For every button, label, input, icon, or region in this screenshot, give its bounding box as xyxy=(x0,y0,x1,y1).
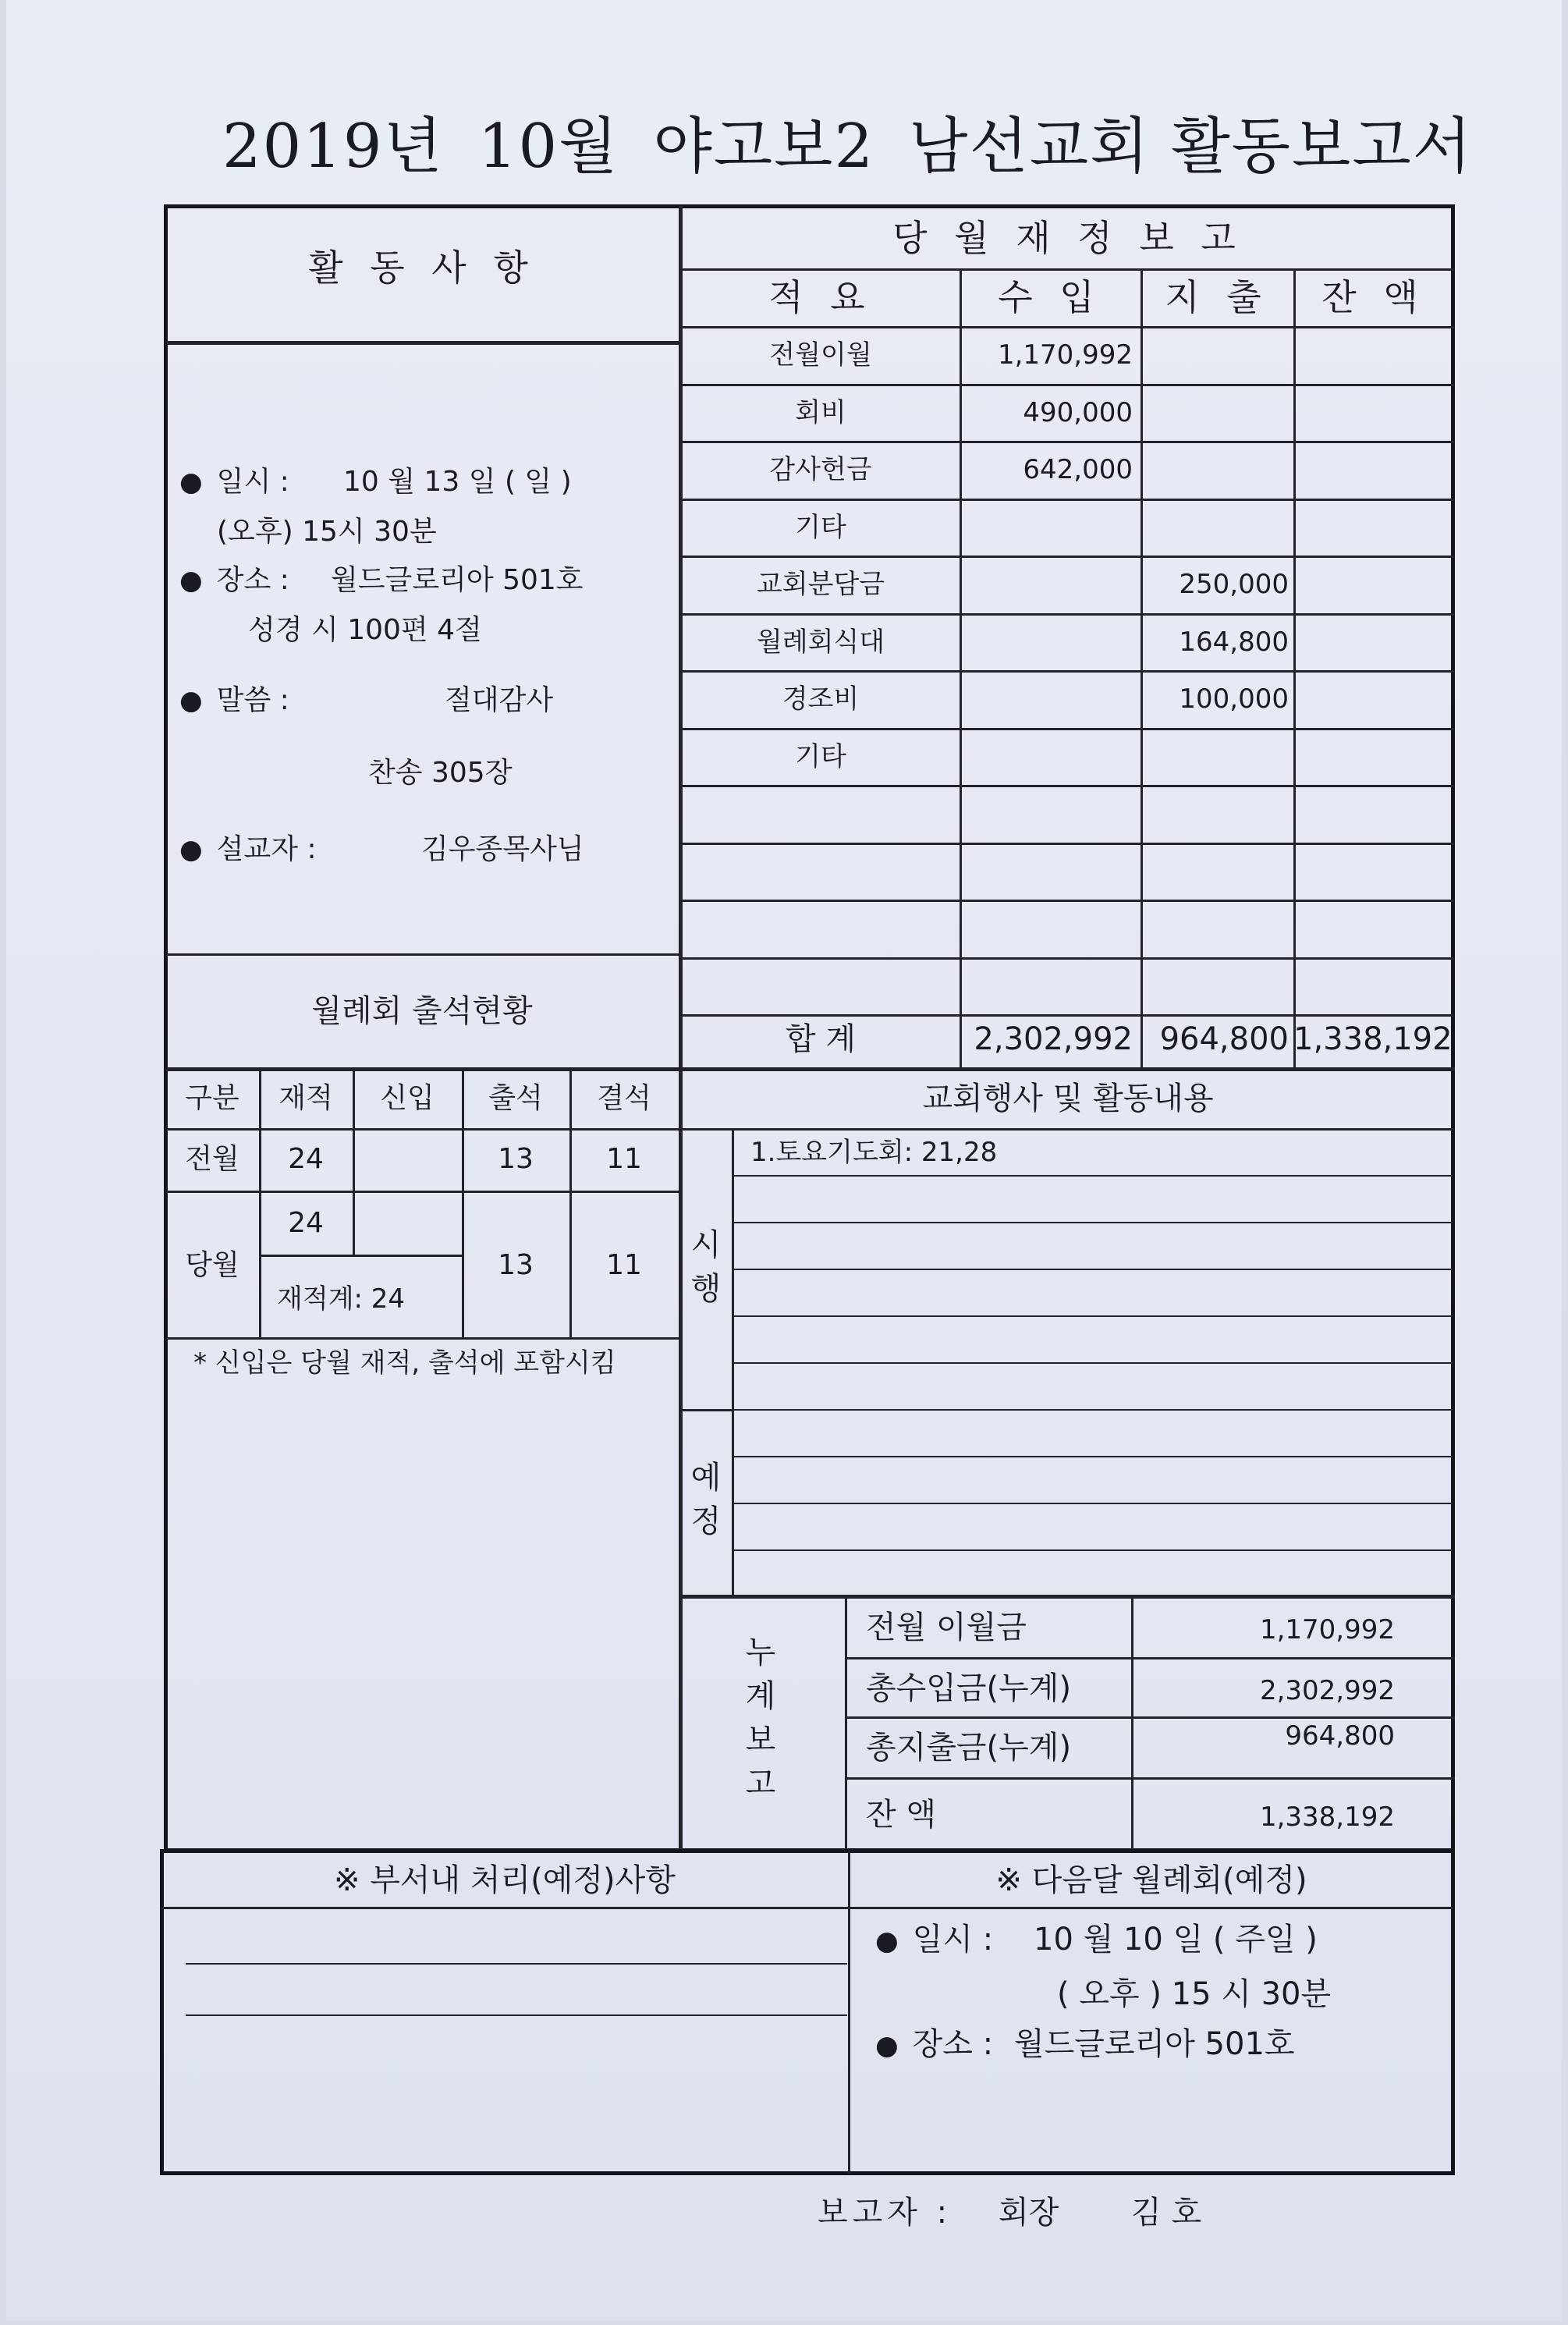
finance-row-item: 교회분담금 xyxy=(756,569,885,600)
dept-header: ※ 부서내 처리(예정)사항 xyxy=(334,1862,676,1898)
events-header-line xyxy=(682,1128,1454,1131)
activity-date-label: ● 일시 : xyxy=(179,468,289,496)
dept-writing-line xyxy=(186,1963,847,1965)
activity-place-value: 월드글로리아 501호 xyxy=(331,564,584,596)
finance-col-item: 적 요 xyxy=(768,276,873,318)
finance-row-line xyxy=(682,728,1454,730)
attendance-col-present: 출석 xyxy=(488,1082,543,1114)
finance-col-balance: 잔 액 xyxy=(1321,276,1426,318)
attendance-prev-present: 13 xyxy=(498,1143,534,1175)
cumulative-row-value: 1,170,992 xyxy=(1259,1614,1395,1645)
events-header: 교회행사 및 활동내용 xyxy=(922,1081,1214,1116)
finance-colhead-line xyxy=(682,326,1454,328)
cumulative-label: 누계보고 xyxy=(745,1635,776,1801)
cumulative-row-label: 총지출금(누계) xyxy=(866,1730,1072,1766)
next-meeting-place-value: 월드글로리아 501호 xyxy=(1014,2026,1295,2062)
finance-col-expense: 지 출 xyxy=(1165,276,1269,318)
bottom-header-line xyxy=(161,1907,1453,1909)
events-writing-line xyxy=(733,1222,1453,1223)
finance-row-income: 490,000 xyxy=(1023,397,1133,428)
events-writing-line xyxy=(733,1315,1453,1317)
attendance-prev-absent: 11 xyxy=(606,1143,642,1175)
cumulative-row-value: 1,338,192 xyxy=(1259,1801,1395,1833)
events-writing-line xyxy=(733,1409,1453,1411)
events-done-label: 시행 xyxy=(690,1227,722,1307)
dept-writing-line xyxy=(186,2014,847,2016)
attendance-curr-present: 13 xyxy=(498,1249,534,1281)
finance-row-item: 기타 xyxy=(795,512,846,543)
finance-row-line xyxy=(682,613,1454,616)
events-writing-line xyxy=(733,1175,1453,1177)
attendance-row-line xyxy=(259,1255,462,1257)
next-meeting-time-value: ( 오후 ) 15 시 30분 xyxy=(1057,1976,1332,2012)
cumulative-row-line xyxy=(845,1716,1455,1719)
finance-row-line xyxy=(682,441,1454,443)
activity-preacher-label: ● 설교자 : xyxy=(179,836,317,864)
finance-row-line xyxy=(682,384,1454,386)
reporter-label: 보고자 : xyxy=(818,2195,953,2231)
cumulative-row-label: 전월 이월금 xyxy=(866,1610,1027,1645)
events-planned-label: 예정 xyxy=(690,1460,722,1539)
mid-horizontal-line xyxy=(165,1067,1455,1071)
attendance-col-enrolled: 재적 xyxy=(278,1082,333,1114)
activity-time-value: (오후) 15시 30분 xyxy=(217,516,437,548)
cumulative-row-line xyxy=(845,1777,1455,1780)
activity-preacher-value: 김우종목사님 xyxy=(421,833,584,865)
activity-header-line xyxy=(165,341,680,345)
attendance-curr-label: 당월 xyxy=(185,1249,239,1281)
bottom-divider xyxy=(848,1851,850,2174)
activity-date-value: 10 월 13 일 ( 일 ) xyxy=(343,466,572,498)
next-meeting-place-label: ● 장소 : xyxy=(875,2029,993,2060)
attendance-col-category: 구분 xyxy=(185,1082,239,1114)
finance-row-line xyxy=(682,499,1454,501)
cumulative-row-label: 총수입금(누계) xyxy=(866,1670,1072,1706)
attendance-prev-enrolled: 24 xyxy=(288,1143,324,1175)
finance-row-income: 642,000 xyxy=(1023,454,1133,485)
title-district: 야고보2 xyxy=(653,112,875,182)
activity-sermon-value: 절대감사 xyxy=(445,684,554,716)
finance-row-line xyxy=(682,670,1454,673)
finance-row-item: 월례회식대 xyxy=(756,627,885,658)
events-writing-line xyxy=(733,1503,1453,1504)
finance-row-expense: 250,000 xyxy=(1179,569,1289,600)
cumulative-row-line xyxy=(845,1657,1455,1659)
title-org: 남선교회 활동보고서 xyxy=(909,112,1474,182)
finance-row-item: 전월이월 xyxy=(769,339,872,371)
finance-col-line xyxy=(1293,268,1296,1069)
attendance-note: * 신입은 당월 재적, 출석에 포함시킴 xyxy=(193,1347,616,1379)
events-writing-line xyxy=(733,1362,1453,1364)
attendance-header: 월례회 출석현황 xyxy=(311,993,533,1029)
finance-row-item: 회비 xyxy=(795,397,846,428)
attendance-curr-total: 재적계: 24 xyxy=(277,1283,406,1315)
title-year: 2019년 xyxy=(222,112,444,182)
finance-col-income: 수 입 xyxy=(998,276,1102,318)
next-meeting-header: ※ 다음달 월례회(예정) xyxy=(995,1862,1307,1898)
activity-scripture: 성경 시 100편 4절 xyxy=(248,614,482,646)
events-writing-line xyxy=(733,1549,1453,1551)
finance-row-line xyxy=(682,957,1454,960)
finance-col-line xyxy=(1141,268,1143,1069)
next-meeting-date-label: ● 일시 : xyxy=(875,1924,993,1955)
finance-total-income: 2,302,992 xyxy=(974,1021,1133,1057)
finance-row-expense: 164,800 xyxy=(1179,627,1289,658)
finance-row-item: 기타 xyxy=(795,741,846,772)
attendance-row-line xyxy=(165,1191,680,1193)
finance-total-label: 합 계 xyxy=(786,1021,856,1057)
events-section-line xyxy=(682,1409,733,1411)
events-done-item-1: 1.토요기도회: 21,28 xyxy=(750,1137,998,1168)
finance-col-line xyxy=(960,268,962,1069)
activity-hymn: 찬송 305장 xyxy=(368,757,513,789)
cumulative-row-value: 2,302,992 xyxy=(1259,1675,1395,1706)
attendance-header-top-line xyxy=(165,953,680,956)
attendance-prev-label: 전월 xyxy=(185,1143,239,1175)
finance-row-line xyxy=(682,556,1454,558)
middle-vertical-line xyxy=(679,1069,683,1849)
attendance-col-new: 신입 xyxy=(380,1082,435,1114)
finance-header-line xyxy=(682,268,1454,271)
cumulative-col-line xyxy=(1131,1596,1133,1849)
finance-row-income: 1,170,992 xyxy=(997,339,1133,371)
next-meeting-date-value: 10 월 10 일 ( 주일 ) xyxy=(1034,1922,1318,1958)
cumulative-top-line xyxy=(680,1595,1455,1599)
finance-row-item: 경조비 xyxy=(782,683,860,715)
attendance-curr-absent: 11 xyxy=(606,1249,642,1281)
finance-row-line xyxy=(682,785,1454,787)
title-month: 10월 xyxy=(477,112,619,182)
events-writing-line xyxy=(733,1269,1453,1270)
events-label-col-line xyxy=(732,1128,734,1595)
attendance-row-line xyxy=(165,1128,680,1131)
activity-place-label: ● 장소 : xyxy=(179,566,289,595)
cumulative-col-line xyxy=(845,1596,847,1849)
events-writing-line xyxy=(733,1456,1453,1457)
finance-row-expense: 100,000 xyxy=(1179,683,1289,715)
finance-header: 당 월 재 정 보 고 xyxy=(892,217,1243,259)
activity-header: 활 동 사 항 xyxy=(308,247,536,289)
finance-total-expense: 964,800 xyxy=(1159,1021,1289,1057)
page-title xyxy=(222,98,1474,183)
attendance-col-absent: 결석 xyxy=(597,1082,651,1114)
finance-total-balance: 1,338,192 xyxy=(1293,1021,1453,1057)
attendance-curr-enrolled: 24 xyxy=(288,1207,324,1239)
finance-row-line xyxy=(682,1014,1454,1017)
reporter-name: 김 호 xyxy=(1131,2195,1201,2231)
cumulative-row-value: 964,800 xyxy=(1285,1720,1395,1752)
cumulative-row-label: 잔 액 xyxy=(866,1797,936,1833)
activity-sermon-label: ● 말씀 : xyxy=(179,687,289,715)
finance-row-item: 감사헌금 xyxy=(769,454,872,485)
attendance-row-line xyxy=(165,1337,680,1340)
finance-row-line xyxy=(682,843,1454,845)
reporter-role: 회장 xyxy=(999,2195,1059,2231)
finance-row-line xyxy=(682,900,1454,902)
